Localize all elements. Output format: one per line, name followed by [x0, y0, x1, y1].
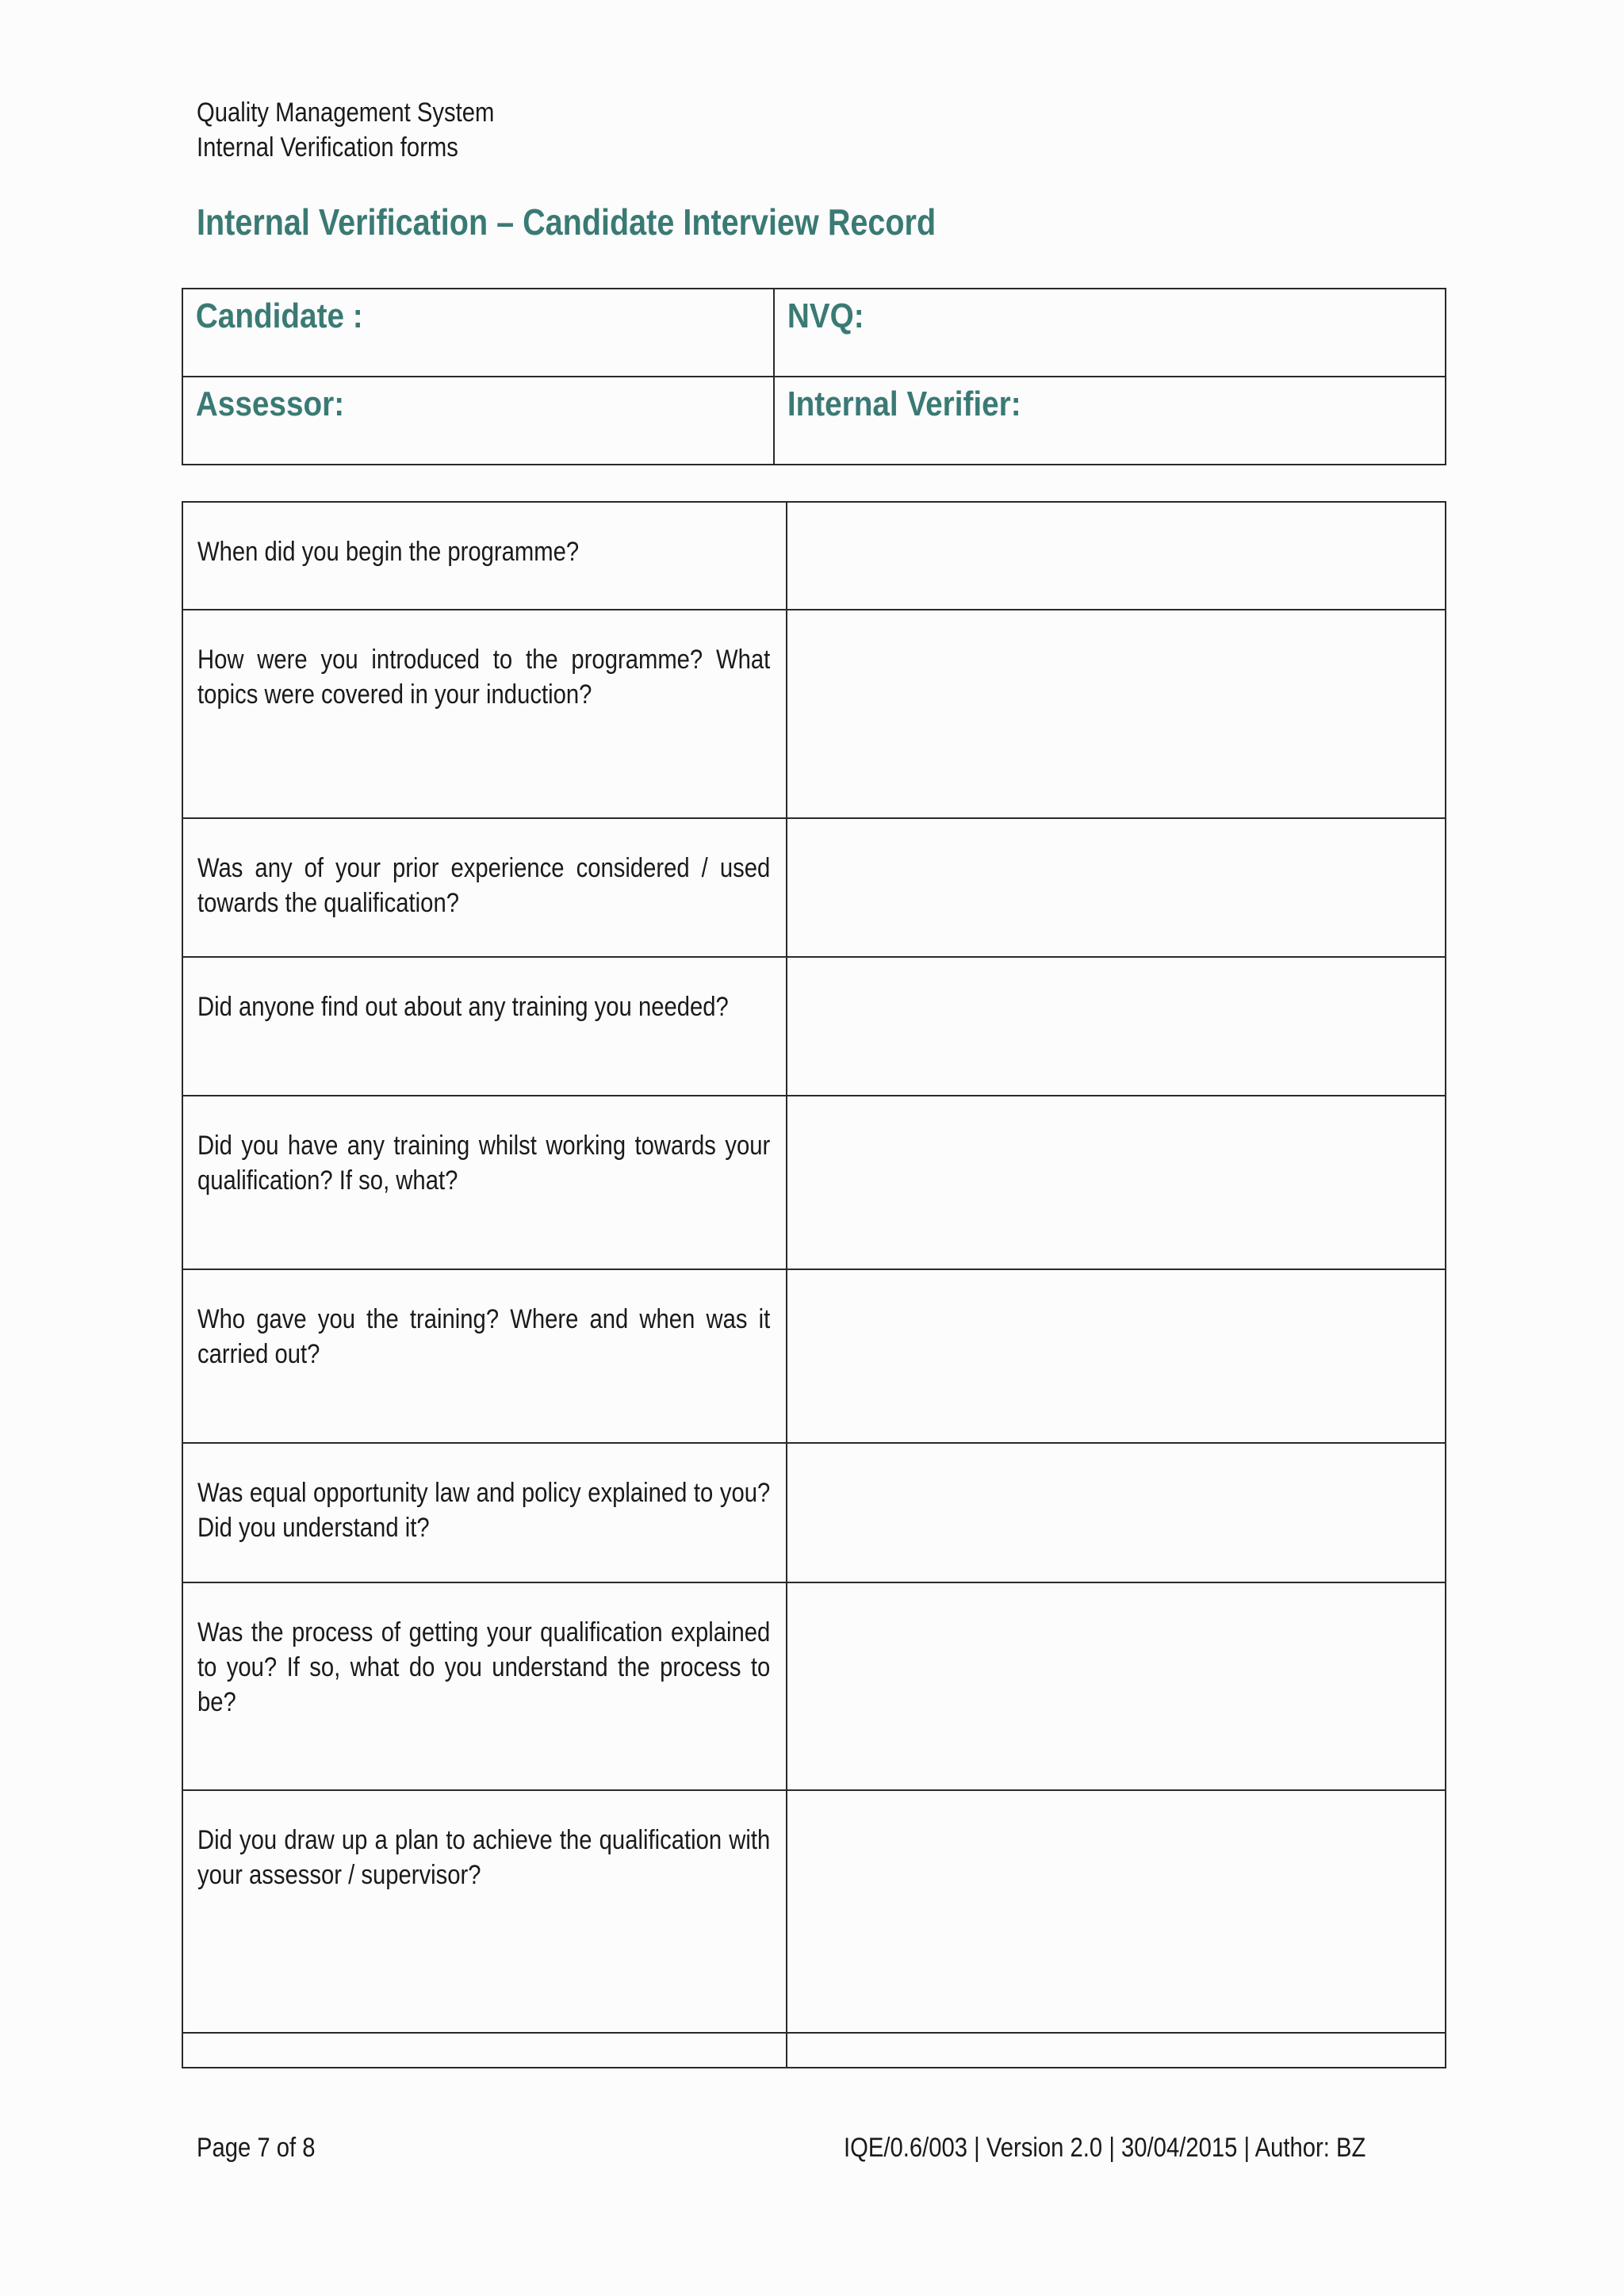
question-row — [182, 1269, 1446, 1443]
question-cell — [182, 610, 787, 818]
question-row — [182, 957, 1446, 1096]
question-row — [182, 1443, 1446, 1582]
answer-cell[interactable] — [787, 1269, 1446, 1443]
answer-cell[interactable] — [787, 1790, 1446, 2033]
answer-cell[interactable] — [787, 1096, 1446, 1269]
question-text: Was equal opportunity law and policy explained to you? Did you understand it? — [197, 1478, 771, 1543]
question-cell — [182, 502, 787, 610]
blank-row — [182, 2033, 1446, 2068]
answer-cell[interactable] — [787, 1582, 1446, 1790]
header-form-category: Internal Verification forms — [197, 132, 458, 163]
header-system-name: Quality Management System — [197, 98, 495, 128]
internal-verifier-label: Internal Verifier: — [787, 385, 1021, 423]
question-cell — [182, 1096, 787, 1269]
question-text: When did you begin the programme? — [197, 537, 580, 567]
question-text: How were you introduced to the programme? What topics were covered in your induction? — [197, 645, 771, 710]
question-cell — [182, 818, 787, 957]
page-number: Page 7 of 8 — [197, 2133, 316, 2163]
assessor-label: Assessor: — [195, 385, 345, 423]
internal-verifier-field[interactable] — [774, 377, 1446, 465]
blank-cell[interactable] — [787, 2033, 1446, 2068]
question-row — [182, 610, 1446, 818]
question-cell — [182, 957, 787, 1096]
answer-cell[interactable] — [787, 957, 1446, 1096]
question-row — [182, 502, 1446, 610]
interview-questions-table — [182, 501, 1446, 2068]
document-header — [197, 95, 494, 165]
answer-cell[interactable] — [787, 502, 1446, 610]
question-text: Was the process of getting your qualification explained to you? If so, what do you understand the process to be? — [197, 1617, 771, 1717]
question-text: Who gave you the training? Where and when was it carried out? — [197, 1304, 771, 1369]
question-text: Did you have any training whilst working towards your qualification? If so, what? — [197, 1131, 771, 1196]
question-cell — [182, 1582, 787, 1790]
question-cell — [182, 1269, 787, 1443]
document-reference: IQE/0.6/003 | Version 2.0 | 30/04/2015 | Author: BZ — [844, 2133, 1366, 2163]
assessor-field[interactable] — [182, 377, 774, 465]
page-title: Internal Verification – Candidate Interview Record — [197, 201, 936, 243]
candidate-field[interactable] — [182, 289, 774, 377]
details-table — [182, 288, 1446, 465]
question-cell — [182, 1790, 787, 2033]
question-text: Did you draw up a plan to achieve the qualification with your assessor / supervisor? — [197, 1825, 771, 1890]
question-row — [182, 1096, 1446, 1269]
answer-cell[interactable] — [787, 818, 1446, 957]
answer-cell[interactable] — [787, 1443, 1446, 1582]
question-text: Was any of your prior experience considered / used towards the qualification? — [197, 853, 771, 918]
question-cell — [182, 1443, 787, 1582]
nvq-field[interactable] — [774, 289, 1446, 377]
question-row — [182, 1790, 1446, 2033]
question-row — [182, 1582, 1446, 1790]
question-text: Did anyone find out about any training you needed? — [197, 992, 729, 1022]
nvq-label: NVQ: — [787, 297, 864, 335]
candidate-label: Candidate : — [195, 297, 363, 335]
question-row — [182, 818, 1446, 957]
blank-cell[interactable] — [182, 2033, 787, 2068]
details-row — [182, 377, 1446, 465]
details-row — [182, 289, 1446, 377]
answer-cell[interactable] — [787, 610, 1446, 818]
